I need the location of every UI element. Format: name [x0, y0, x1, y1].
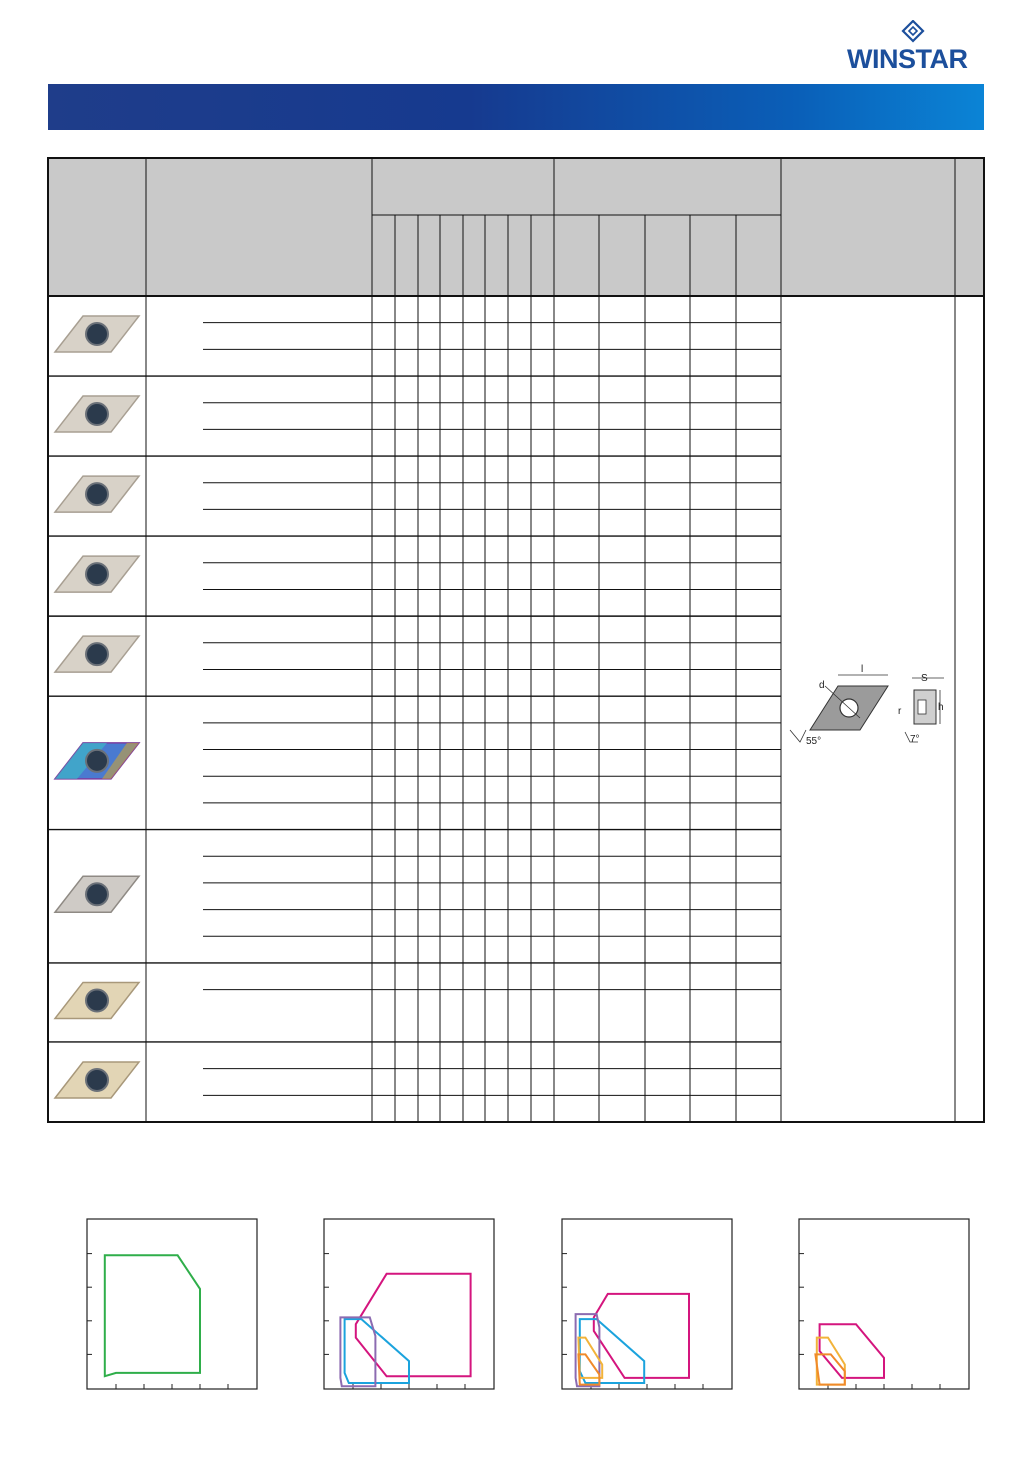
insert-hole [86, 989, 108, 1011]
chart-2 [561, 1218, 733, 1390]
diagram-label-label_d: d [819, 680, 825, 691]
brand-name: WINSTAR [847, 44, 968, 74]
insert-hole [86, 1069, 108, 1091]
insert-hole [86, 403, 108, 425]
diagram-label-angle2: 7° [910, 734, 920, 745]
chart-1 [323, 1218, 495, 1390]
diagram-label-label_s: S [921, 673, 928, 684]
insert-diagram [790, 664, 944, 747]
insert-hole [86, 323, 108, 345]
insert-image-icon [55, 636, 139, 672]
chart-3 [798, 1218, 970, 1390]
chart-frame [562, 1219, 732, 1389]
insert-hole [86, 563, 108, 585]
insert-image-icon [55, 1062, 139, 1098]
insert-image-icon [55, 396, 139, 432]
insert-image-icon [55, 876, 139, 912]
chart-0 [86, 1218, 258, 1390]
insert-hole [86, 483, 108, 505]
table-frame [48, 158, 984, 1122]
table-header [48, 158, 984, 296]
insert-image-icon [55, 316, 139, 352]
diagram-label-angle1: 55° [806, 736, 822, 747]
insert-hole [86, 643, 108, 665]
diagram-side-slot [918, 700, 926, 714]
insert-image-icon [55, 982, 139, 1018]
insert-image-icon [55, 556, 139, 592]
diagram-label-label_h: h [938, 702, 944, 713]
diagram-angle [790, 730, 806, 742]
insert-image-icon [55, 476, 139, 512]
insert-hole [86, 883, 108, 905]
diagram-label-label_r: r [898, 706, 902, 717]
insert-image-icon [55, 743, 139, 779]
chart-frame [87, 1219, 257, 1389]
diagram-label-label_l: l [861, 664, 864, 675]
insert-hole [86, 750, 108, 772]
